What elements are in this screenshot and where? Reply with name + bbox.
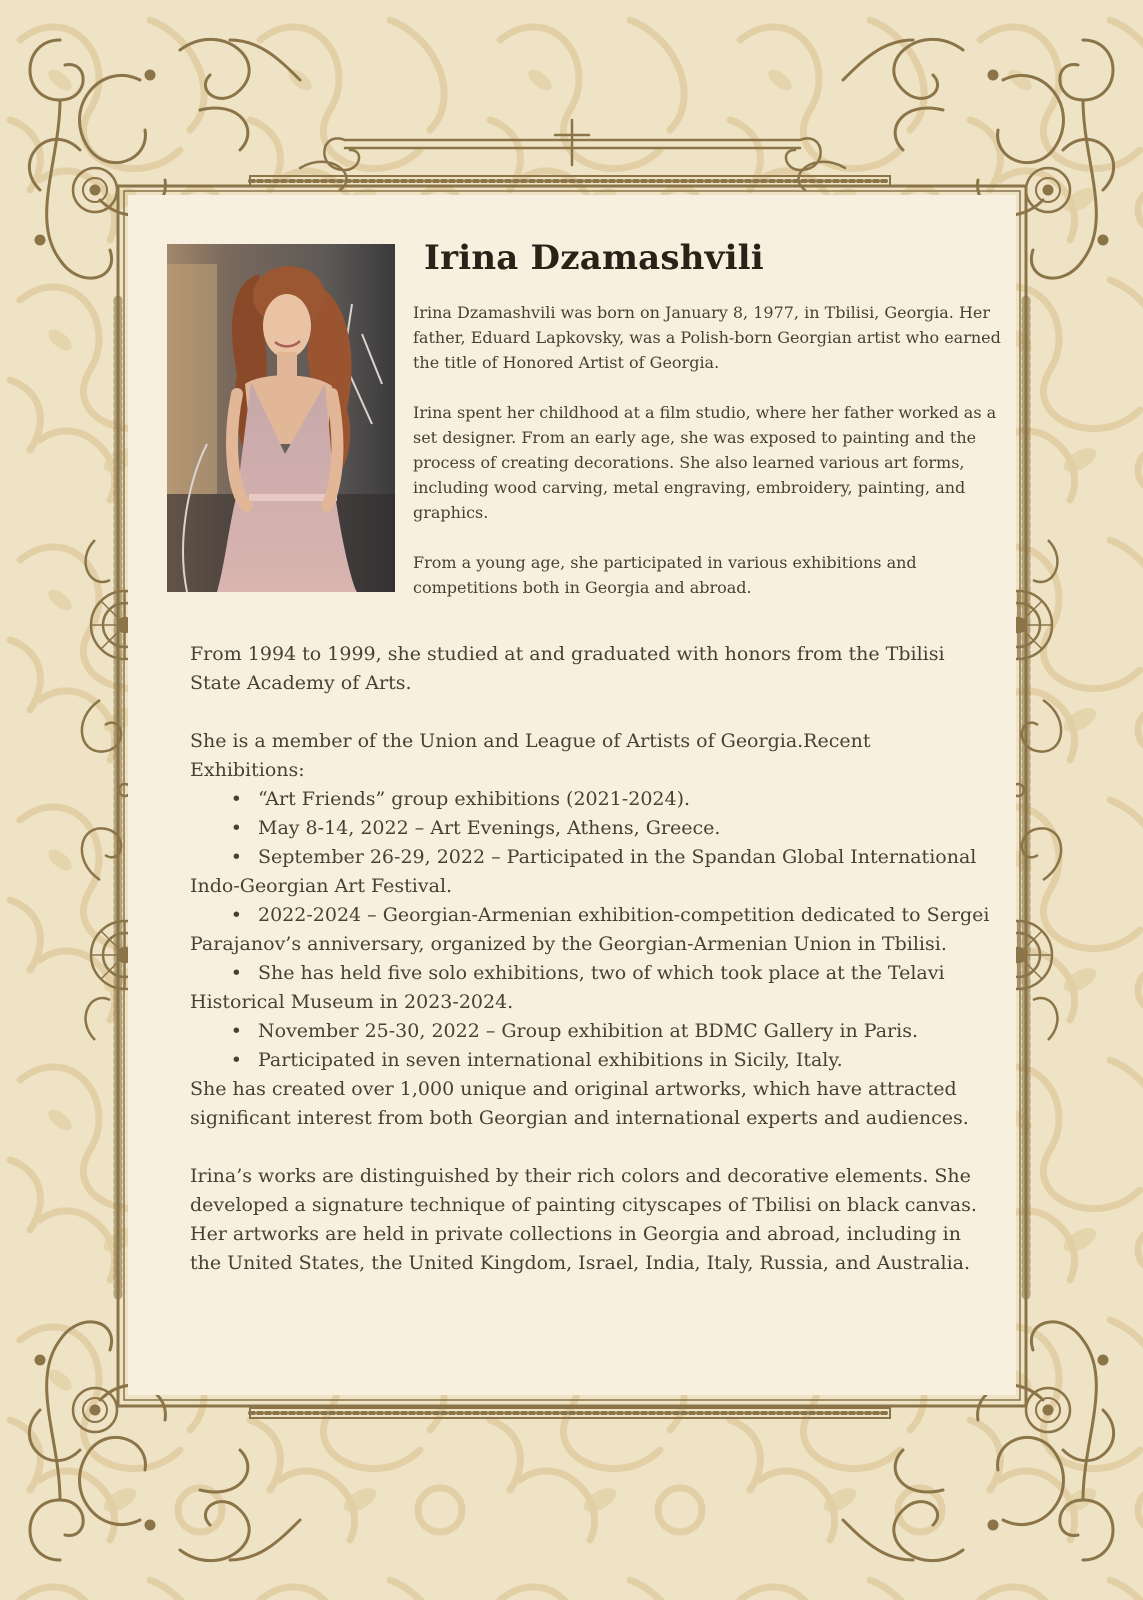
artist-name-title: Irina Dzamashvili xyxy=(424,238,764,278)
artworks-paragraph: She has created over 1,000 unique and original artworks, which have attracted significant interest from both Georgian and international experts and audiences. xyxy=(190,1078,969,1129)
collections-paragraph: Her artworks are held in private collections in Georgia and abroad, including in the United States, the United Kingdom, Israel, India, Italy, Russia, and Australia. xyxy=(190,1223,971,1274)
list-item: • September 26-29, 2022 – Participated in the Spandan Global International Indo-Georgian Art Festival. xyxy=(190,846,977,897)
portrait-photo xyxy=(167,244,395,592)
intro-paragraph: From a young age, she participated in various exhibitions and competitions both in Georgia and abroad. xyxy=(413,553,917,597)
list-item: • She has held five solo exhibitions, two of which took place at the Telavi Historical Museum in 2023-2024. xyxy=(190,962,945,1013)
list-item: • “Art Friends” group exhibitions (2021-2024). xyxy=(230,788,691,810)
list-item: • November 25-30, 2022 – Group exhibition at BDMC Gallery in Paris. xyxy=(230,1020,918,1042)
education-paragraph: From 1994 to 1999, she studied at and graduated with honors from the Tbilisi State Academy of Arts. xyxy=(190,643,945,694)
intro-section xyxy=(413,300,1013,625)
list-item: • 2022-2024 – Georgian-Armenian exhibition-competition dedicated to Sergei Parajanov’s anniversary, organized by the Georgian-Armenian Union in Tbilisi. xyxy=(190,904,990,955)
intro-paragraph: Irina Dzamashvili was born on January 8, 1977, in Tbilisi, Georgia. Her father, Eduard Lapkovsky, was a Polish-born Georgian artist who earned the title of Honored Artist of Georgia. xyxy=(413,303,1001,372)
list-item: • Participated in seven international exhibitions in Sicily, Italy. xyxy=(230,1049,843,1071)
biography-body xyxy=(190,640,990,1278)
list-item: • May 8-14, 2022 – Art Evenings, Athens, Greece. xyxy=(230,817,721,839)
exhibitions-list xyxy=(190,785,990,1075)
intro-paragraph: Irina spent her childhood at a film studio, where her father worked as a set designer. From an early age, she was exposed to painting and the process of creating decorations. She also learned various art forms, including wood carving, metal engraving, embroidery, painting, and graphics. xyxy=(413,403,997,522)
style-paragraph: Irina’s works are distinguished by their rich colors and decorative elements. She developed a signature technique of painting cityscapes of Tbilisi on black canvas. xyxy=(190,1165,977,1216)
membership-paragraph: She is a member of the Union and League of Artists of Georgia.Recent Exhibitions: xyxy=(190,730,871,781)
